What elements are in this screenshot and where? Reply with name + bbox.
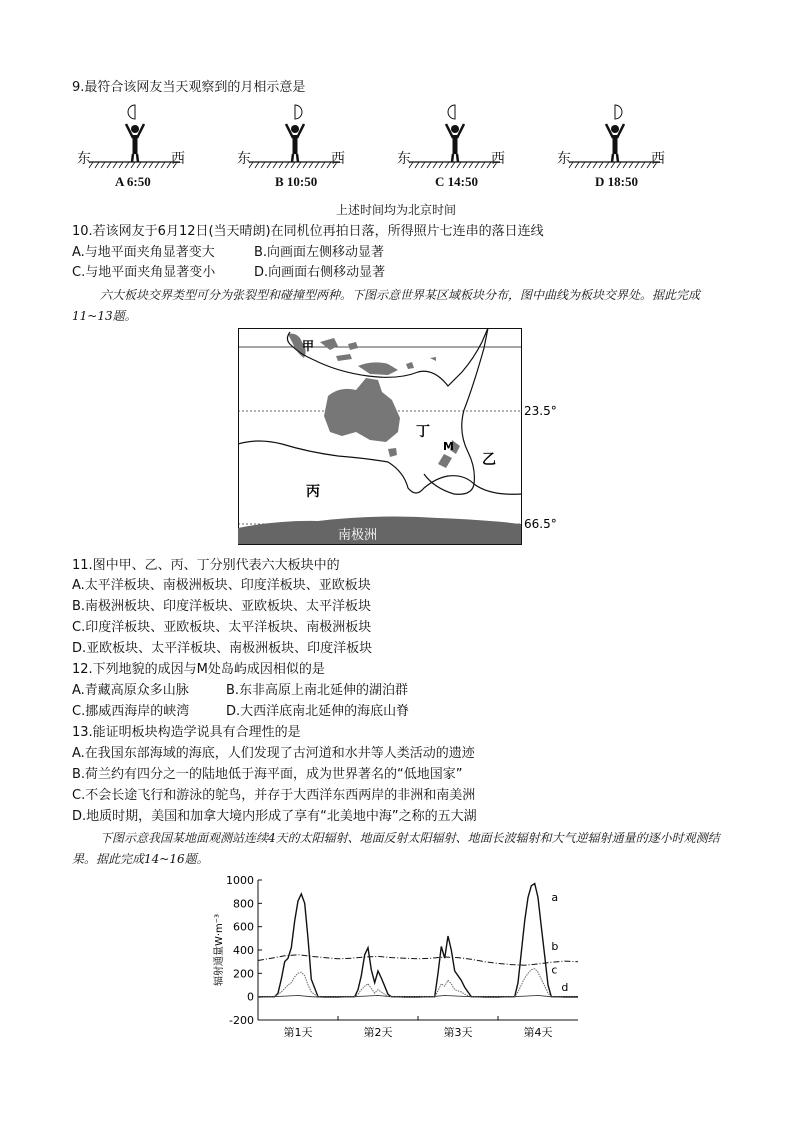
q13-option-b: B.荷兰约有四分之一的陆地低于海平面，成为世界著名的“低地国家”: [72, 767, 463, 782]
y-tick-label: 400: [233, 944, 254, 957]
y-axis-label: 辐射通量W·m⁻³: [214, 913, 225, 987]
moon-icon: [448, 105, 455, 119]
label-yi: 乙: [482, 452, 496, 468]
question-10: 10.若该网友于6月12日(当天晴朗)在同机位再拍日落，所得照片七连串的落日连线: [72, 224, 544, 239]
observer-icon: [606, 124, 624, 162]
q12-option-b: B.东非高原上南北延伸的湖泊群: [226, 683, 409, 698]
q10-option-a: A.与地平面夹角显著变大: [72, 245, 215, 260]
q13-option-c: C.不会长途飞行和游泳的鸵鸟，并存于大西洋东西两岸的非洲和南美洲: [72, 788, 476, 803]
label-m: M: [443, 440, 454, 453]
x-tick-label: 第1天: [283, 1026, 313, 1039]
q13-option-d: D.地质时期，美国和加拿大境内形成了享有“北美地中海”之称的五大湖: [72, 809, 477, 824]
label-antarctica: 南极洲: [338, 528, 378, 543]
radiation-chart: [200, 868, 600, 1048]
moon-panel-1: [89, 105, 180, 168]
west-label: 西: [491, 151, 505, 167]
plate-map: [238, 328, 568, 550]
moon-panel-3: [409, 105, 500, 168]
west-label: 西: [331, 151, 345, 167]
q10-option-b: B.向画面左侧移动显著: [254, 245, 385, 260]
q11-option-d: D.亚欧板块、太平洋板块、南极洲板块、印度洋板块: [72, 641, 373, 656]
q10-option-c: C.与地平面夹角显著变小: [72, 265, 216, 280]
question-9: 9.最符合该网友当天观察到的月相示意是: [72, 80, 306, 95]
x-tick-label: 第4天: [523, 1026, 553, 1039]
q10-option-d: D.向画面右侧移动显著: [254, 265, 386, 280]
q11-option-a: A.太平洋板块、南极洲板块、印度洋板块、亚欧板块: [72, 578, 371, 593]
q12-option-c: C.挪威西海岸的峡湾: [72, 704, 190, 719]
q12-option-a: A.青藏高原众多山脉: [72, 683, 189, 698]
y-tick-label: 800: [233, 897, 254, 911]
east-label: 东: [557, 151, 571, 167]
q13-option-a: A.在我国东部海域的海底，人们发现了古河道和水井等人类活动的遗迹: [72, 746, 475, 761]
series-d: [258, 969, 578, 997]
question-13: 13.能证明板块构造学说具有合理性的是: [72, 725, 301, 740]
question-11: 11.图中甲、乙、丙、丁分别代表六大板块中的: [72, 558, 340, 573]
y-tick-label: 1000: [226, 874, 254, 887]
observer-icon: [286, 124, 304, 162]
observer-icon: [446, 124, 464, 162]
observer-icon: [126, 124, 144, 162]
y-tick-label: -200: [229, 1014, 254, 1027]
y-tick-label: 600: [233, 920, 254, 934]
east-label: 东: [77, 151, 91, 167]
panel-label: D 18:50: [595, 174, 638, 189]
series-label-c: c: [551, 963, 558, 977]
x-tick-label: 第2天: [363, 1026, 393, 1039]
panel-label: A 6:50: [115, 174, 151, 189]
q11-option-c: C.印度洋板块、亚欧板块、太平洋板块、南极洲板块: [72, 620, 372, 635]
series-label-b: b: [551, 940, 559, 953]
west-label: 西: [171, 151, 185, 167]
panel-label: C 14:50: [435, 174, 478, 189]
y-tick-label: 0: [247, 990, 254, 1004]
latitude-66-5: 66.5°: [524, 517, 557, 531]
intro-11-13: 六大板块交界类型可分为张裂型和碰撞型两种。下图示意世界某区域板块分布，图中曲线为板块交界处。据此完成11~13题。: [72, 288, 701, 323]
q11-option-b: B.南极洲板块、印度洋板块、亚欧板块、太平洋板块: [72, 599, 372, 614]
intro-14-16: 下图示意我国某地面观测站连续4天的太阳辐射、地面反射太阳辐射、地面长波辐射和大气逆辐射通量的逐小时观测结果。据此完成14~16题。: [72, 831, 720, 866]
east-label: 东: [397, 151, 411, 167]
label-jia: 甲: [302, 339, 315, 353]
series-b: [258, 955, 578, 966]
q12-option-d: D.大西洋底南北延伸的海底山脊: [226, 704, 410, 719]
moon-panel-4: [569, 105, 660, 168]
label-ding: 丁: [416, 424, 430, 440]
moon-icon: [615, 105, 622, 119]
panel-label: B 10:50: [275, 174, 318, 189]
west-label: 西: [651, 151, 665, 167]
latitude-23-5: 23.5°: [524, 404, 557, 418]
series-label-d: d: [561, 980, 569, 994]
moon-panel-2: [249, 105, 340, 168]
moon-icon: [295, 105, 302, 119]
y-tick-label: 200: [233, 967, 254, 981]
x-tick-label: 第3天: [443, 1026, 473, 1039]
series-label-a: a: [551, 891, 559, 904]
moon-icon: [128, 105, 135, 119]
figure-caption: 上述时间均为北京时间: [336, 203, 457, 217]
question-12: 12.下列地貌的成因与M处岛屿成因相似的是: [72, 662, 325, 677]
label-bing: 丙: [306, 484, 320, 500]
east-label: 东: [237, 151, 251, 167]
